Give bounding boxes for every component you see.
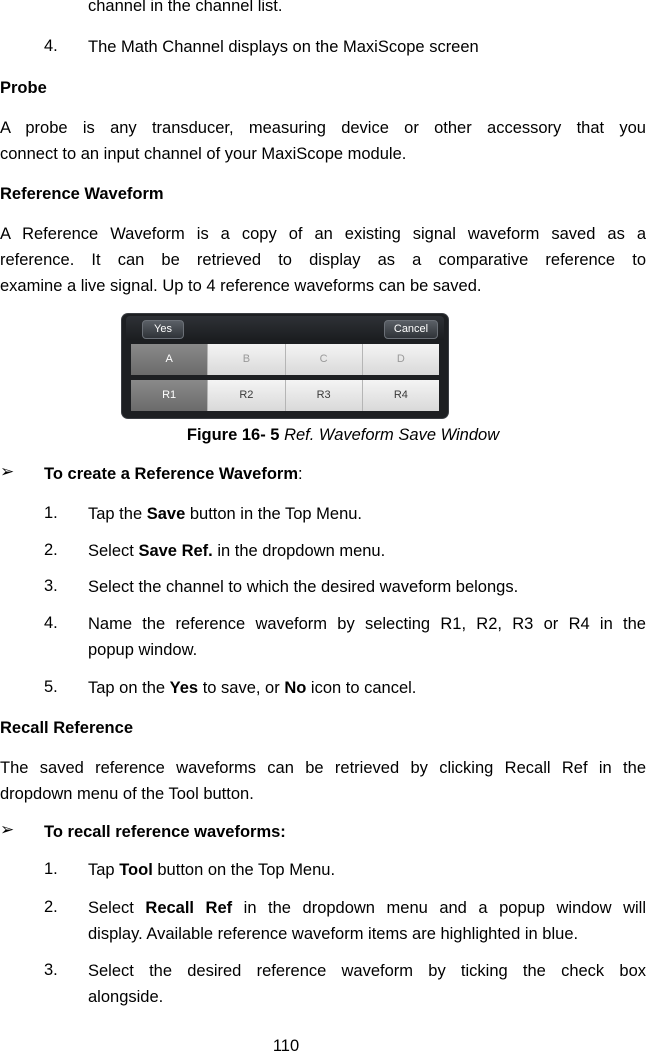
paragraph-line: The saved reference waveforms can be retrieved by clicking Recall Ref in the: [0, 759, 646, 777]
list-item-text: Name the reference waveform by selecting R1, R2, R3 or R4 in the: [88, 615, 646, 633]
ref-r4-button[interactable]: R4: [363, 380, 439, 411]
list-item-text: Tap the Save button in the Top Menu.: [88, 505, 363, 523]
list-item-text: The Math Channel displays on the MaxiScope screen: [88, 38, 479, 56]
section-heading-recall-reference: Recall Reference: [0, 719, 133, 737]
list-number: 5.: [44, 678, 58, 696]
list-item-text: Tap on the Yes to save, or No icon to cancel.: [88, 679, 417, 697]
continued-text: channel in the channel list.: [88, 0, 283, 15]
bullet-arrow-icon: ➢: [0, 820, 15, 839]
list-number: 1.: [44, 860, 58, 878]
list-number: 3.: [44, 577, 58, 595]
figure-caption: [40, 426, 646, 445]
cancel-button[interactable]: Cancel: [384, 320, 438, 339]
paragraph-line: A probe is any transducer, measuring device or other accessory that you: [0, 119, 646, 137]
paragraph-line: connect to an input channel of your MaxiScope module.: [0, 145, 407, 163]
ref-r3-button[interactable]: R3: [286, 380, 363, 411]
list-item-text: Tap Tool button on the Top Menu.: [88, 861, 336, 879]
list-item-text: popup window.: [88, 641, 198, 659]
sub-heading-recall: To recall reference waveforms:: [44, 823, 286, 841]
section-heading-probe: Probe: [0, 79, 47, 97]
ref-r2-button[interactable]: R2: [208, 380, 285, 411]
list-number: 2.: [44, 541, 58, 559]
list-number: 4.: [44, 614, 58, 632]
list-item-text: Select the channel to which the desired waveform belongs.: [88, 578, 519, 596]
ref-r1-button[interactable]: R1: [131, 380, 208, 411]
channel-d-button[interactable]: D: [363, 344, 439, 375]
list-number: 2.: [44, 898, 58, 916]
list-item-text: display. Available reference waveform items are highlighted in blue.: [88, 925, 579, 943]
channel-a-button[interactable]: A: [131, 344, 208, 375]
paragraph-line: reference. It can be retrieved to display as a comparative reference to: [0, 251, 646, 269]
paragraph-line: examine a live signal. Up to 4 reference waveforms can be saved.: [0, 277, 482, 295]
paragraph-line: A Reference Waveform is a copy of an existing signal waveform saved as a: [0, 225, 646, 243]
list-item-text: Select Save Ref. in the dropdown menu.: [88, 542, 386, 560]
page-number: 110: [272, 1037, 300, 1055]
dialog-title-bar: [126, 316, 444, 340]
list-number: 1.: [44, 504, 58, 522]
channel-c-button[interactable]: C: [286, 344, 363, 375]
list-number: 3.: [44, 961, 58, 979]
figure-label: Figure 16- 5: [186, 426, 280, 444]
section-heading-reference-waveform: Reference Waveform: [0, 185, 164, 203]
channel-b-button[interactable]: B: [208, 344, 285, 375]
paragraph-line: dropdown menu of the Tool button.: [0, 785, 254, 803]
sub-heading-create: To create a Reference Waveform:: [44, 465, 303, 483]
yes-button[interactable]: Yes: [142, 320, 184, 339]
bullet-arrow-icon: ➢: [0, 462, 15, 481]
reference-row: [131, 380, 439, 411]
ref-waveform-save-window: [122, 314, 448, 418]
channel-row: [131, 344, 439, 375]
list-item-text: Select Recall Ref in the dropdown menu and a popup window will: [88, 899, 646, 917]
list-item-text: Select the desired reference waveform by ticking the check box: [88, 962, 646, 980]
figure-title: Ref. Waveform Save Window: [284, 426, 500, 444]
list-item-text: alongside.: [88, 988, 164, 1006]
list-number: 4.: [44, 37, 58, 55]
